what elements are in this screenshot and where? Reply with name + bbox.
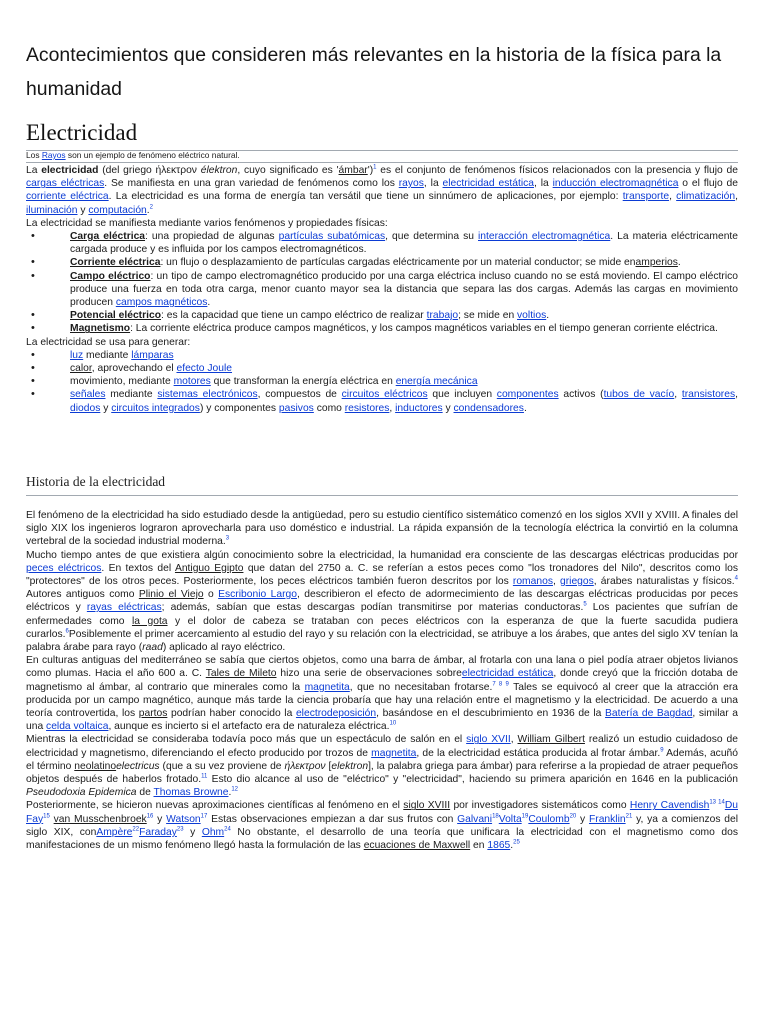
- document-title: Acontecimientos que consideren más relevantes en la historia de la física para la humanidad: [26, 44, 722, 100]
- image-caption: Los Rayos son un ejemplo de fenómeno eléctrico natural.: [26, 150, 240, 160]
- electricity-section: [26, 150, 738, 415]
- list-item: • luz mediante lámparas: [26, 349, 738, 362]
- history-paragraph-2: Mucho tiempo antes de que existiera algún conocimiento sobre la electricidad, la humanidad era consciente de las descargas eléctricas producidas por peces eléctricos. En textos del Antiguo Egipto que datan del 2750 a. C. se referían a estos peces como "los tronadores del Nilo", descritos como los "protectores" de los otros peces. Posteriormente, los peces eléctricos también fueron descritos por los romanos, griegos, árabes naturalistas y físicos.$^4$ Autores antiguos como Plinio el Viejo o Escribonio Largo, describieron el efecto de adormecimiento de las descargas eléctricas producidas por peces eléctricos y rayas eléctricas; además, sabían que estas descargas podían transmitirse por materias conductoras.$^5$ Los pacientes que sufrían de enfermedades como la gota y el dolor de cabeza se trataban con peces eléctricos con la esperanza de que la fuerte sacudida pudiera curarlos.$^6$Posiblemente el primer acercamiento al estudio del rayo y su relación con la electricidad, se atribuye a los árabes, que antes del siglo XV tenían la palabra árabe para rayo (raad) aplicado al rayo eléctrico.: [26, 549, 738, 654]
- list-item: • Campo eléctrico: un tipo de campo electromagnético producido por una carga eléctrica incluso cuando no se está moviendo. El campo eléctrico produce una fuerza en toda otra carga, menor cuanto mayor sea la distancia que separa las dos cargas. Además las cargas en movimiento producen campos magnéticos.: [26, 270, 738, 310]
- list-item: • movimiento, mediante motores que transforman la energía eléctrica en energía mecánica: [26, 375, 738, 388]
- properties-list: [26, 230, 738, 336]
- list-item: • señales mediante sistemas electrónicos, compuestos de circuitos eléctricos que incluyen componentes activos (tubos de vacío, transistores, diodos y circuitos integrados) y componentes pasivos como resistores, inductores y condensadores.: [26, 388, 738, 414]
- link-electricidad-estatica[interactable]: electricidad estática: [442, 178, 534, 190]
- history-paragraph-1: El fenómeno de la electricidad ha sido estudiado desde la antigüedad, pero su estudio científico sistemático comenzó en los siglos XVII y XVIII. A finales del siglo XIX los ingenieros lograron aprovecharla para uso doméstico e industrial. La rápida expansión de la tecnología eléctrica la convirtió en la columna vertebral de la sociedad industrial moderna.$^3$: [26, 510, 738, 548]
- subsection-heading: Historia de la electricidad: [26, 474, 166, 489]
- history-paragraph-4: Mientras la electricidad se consideraba todavía poco más que un espectáculo de salón en el siglo XVII, William Gilbert realizó un estudio cuidadoso de electricidad y magnetismo, diferenciando el efecto producido por trozos de magnetita, de la electricidad estática producida al frotar ámbar.$^9$ Además, acuñó el término neolatinoelectricus (que a su vez proviene de ήλεκτρον [elektron], la palabra griega para ámbar) para referirse a la propiedad de atraer pequeños objetos después de haberlos frotado.$^{11}$ Esto dio alcance al uso de "eléctrico" y "electricidad", haciendo su primera aparición en 1646 en la publicación Pseudodoxia Epidemica de Thomas Browne.$^{12}$: [26, 734, 738, 799]
- link-transporte[interactable]: transporte: [622, 191, 670, 203]
- caption-divider: [26, 162, 738, 163]
- link-climatizacion[interactable]: climatización: [676, 191, 736, 203]
- list-item: • Potencial eléctrico: es la capacidad que tiene un campo eléctrico de realizar trabajo; se mide en voltios.: [26, 309, 738, 322]
- history-section: [26, 509, 738, 852]
- uses-lead: La electricidad se usa para generar:: [26, 336, 191, 348]
- list-item: • calor, aprovechando el efecto Joule: [26, 362, 738, 375]
- history-paragraph-5: Posteriormente, se hicieron nuevas aproximaciones científicas al fenómeno en el siglo XVIII por investigadores sistemáticos como Henry Cavendish$^{13 14}$Du Fay$^{15}$ van Musschenbroek$^{16}$ y Watson$^{17}$ Estas observaciones empiezan a dar sus frutos con Galvani$^{18}$Volta$^{19}$Coulomb$^{20}$ y Franklin$^{21}$ y, ya a comienzos del siglo XIX, conAmpère$^{22}$Faraday$^{23}$ y Ohm$^{24}$ No obstante, el desarrollo de una teoría que unificara la electricidad con el magnetismo como dos manifestaciones de un mismo fenómeno llegó hasta la formulación de las ecuaciones de Maxwell en 1865.25: [26, 800, 739, 852]
- link-computacion[interactable]: computación: [88, 204, 147, 216]
- link-rayos[interactable]: rayos: [398, 178, 424, 190]
- list-item: • Corriente eléctrica: un flujo o desplazamiento de partículas cargadas eléctricamente por un material conductor; se mide enamperios.: [26, 256, 738, 269]
- list-item: • Magnetismo: La corriente eléctrica produce campos magnéticos, y los campos magnéticos variables en el tiempo generan corriente eléctrica.: [26, 322, 738, 335]
- list-item: • Carga eléctrica: una propiedad de algunas partículas subatómicas, que determina su interacción electromagnética. La materia eléctricamente cargada produce y es influida por los campos electromagnéticos.: [26, 230, 738, 256]
- history-paragraph-3: En culturas antiguas del mediterráneo se sabía que ciertos objetos, como una barra de ámbar, al frotarla con una lana o piel podía atraer objetos livianos como plumas. Hacia el año 600 a. C. Tales de Mileto hizo una serie de observaciones sobreelectricidad estática, donde creyó que la fricción dotaba de magnetismo al ámbar, al contrario que minerales como la magnetita, que no necesitaban frotarse.$^{7 8 9}$ Tales se equivocó al creer que la atracción era producida por un campo magnético, aunque más tarde la ciencia probaría que hay una relación entre el magnetismo y la electricidad. De acuerdo a una teoría controvertida, los partos podrían haber conocido la electrodeposición, basándose en el descubrimiento en 1936 de la Batería de Bagdad, similar a una celda voltaica, aunque es incierto si el artefacto era de naturaleza eléctrica.$^{10}$: [26, 655, 738, 733]
- caption-link-rayos[interactable]: Rayos: [41, 150, 66, 160]
- link-iluminacion[interactable]: iluminación: [26, 204, 78, 216]
- subsection-divider: [26, 495, 738, 496]
- link-induccion[interactable]: inducción electromagnética: [552, 178, 679, 190]
- uses-list: [26, 349, 738, 415]
- link-cargas[interactable]: cargas eléctricas: [26, 178, 105, 190]
- link-ambar[interactable]: ámbar: [338, 165, 368, 176]
- link-corriente[interactable]: corriente eléctrica: [26, 191, 109, 203]
- properties-lead: La electricidad se manifiesta mediante varios fenómenos y propiedades físicas:: [26, 217, 388, 229]
- intro-paragraph: La electricidad (del griego ήλεκτρον élektron, cuyo significado es 'ámbar')$^1$ es el conjunto de fenómenos físicos relacionados con la presencia y flujo de cargas eléctricas. Se manifiesta en una gran variedad de fenómenos como los rayos, la electricidad estática, la inducción electromagnética o el flujo de corriente eléctrica. La electricidad es una forma de energía tan versátil que tiene un sinnúmero de aplicaciones, por ejemplo: transporte, climatización, iluminación y computación.$^2$: [26, 164, 738, 216]
- section-heading: Electricidad: [26, 120, 138, 145]
